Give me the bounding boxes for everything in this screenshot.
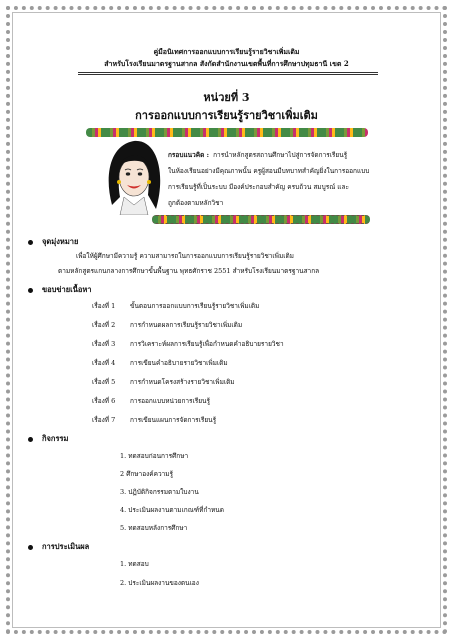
scope-title: ขอบข่ายเนื้อหา <box>42 285 92 294</box>
handbook-subtitle: สำหรับโรงเรียนมาตรฐานสากล สังกัดสำนักงานเขตพื้นที่การศึกษาปทุมธานี เขต 2 <box>104 59 349 68</box>
concept-label: กรอบแนวคิด : <box>168 151 209 159</box>
activity-item: 1. ทดสอบก่อนการศึกษา <box>120 452 189 460</box>
bullet-dot-icon <box>28 288 33 293</box>
concept-line-2: ในห้องเรียนอย่างมีคุณภาพนั้น ครูผู้สอนมีบทบาทสำคัญยิ่งในการออกแบบ <box>168 167 370 175</box>
concept-line-3: การเรียนรู้ที่เป็นระบบ มีองค์ประกอบสำคัญ ครบถ้วน สมบูรณ์ และ <box>168 183 349 191</box>
handbook-title: คู่มือนิเทศการออกแบบการเรียนรู้รายวิชาเพิ่มเติม <box>153 47 300 56</box>
scope-heading <box>28 284 91 296</box>
teacher-portrait-icon <box>104 135 164 215</box>
unit-title: การออกแบบการเรียนรู้รายวิชาเพิ่มเติม <box>135 109 318 122</box>
bullet-dot-icon <box>28 240 33 245</box>
objective-line-1: เพื่อให้ผู้ศึกษามีความรู้ ความสามารถในการออกแบบการเรียนรู้รายวิชาเพิ่มเติม <box>76 252 294 260</box>
evaluation-item: 1. ทดสอบ <box>120 560 149 568</box>
scope-item: เรื่องที่ 5 การกำหนดโครงสร้างรายวิชาเพิ่มเติม <box>92 378 235 386</box>
evaluation-title: การประเมินผล <box>42 542 90 551</box>
vine-divider-bottom <box>152 215 370 224</box>
concept-text-1: การนำหลักสูตรสถานศึกษาไปสู่การจัดการเรียนรู้ <box>213 151 348 159</box>
scope-item: เรื่องที่ 6 การออกแบบหน่วยการเรียนรู้ <box>92 397 210 405</box>
objective-heading <box>28 236 78 248</box>
scope-item: เรื่องที่ 3 การวิเคราะห์ผลการเรียนรู้เพื่อกำหนดคำอธิบายรายวิชา <box>92 340 284 348</box>
scope-item: เรื่องที่ 4 การเขียนคำอธิบายรายวิชาเพิ่มเติม <box>92 359 228 367</box>
activities-title: กิจกรรม <box>42 434 69 443</box>
header-rule-bottom <box>78 74 378 75</box>
bullet-dot-icon <box>28 545 33 550</box>
activity-item: 4. ประเมินผลงานตามเกณฑ์ที่กำหนด <box>120 506 224 514</box>
objective-line-2: ตามหลักสูตรแกนกลางการศึกษาขั้นพื้นฐาน พุทธศักราช 2551 สำหรับโรงเรียนมาตรฐานสากล <box>58 267 320 275</box>
activities-heading <box>28 433 68 445</box>
activity-item: 2 ศึกษาองค์ความรู้ <box>120 470 174 478</box>
header-rule-top <box>78 72 378 73</box>
scope-item: เรื่องที่ 2 การกำหนดผลการเรียนรู้รายวิชาเพิ่มเติม <box>92 321 243 329</box>
objective-title: จุดมุ่งหมาย <box>42 237 79 246</box>
concept-line-1 <box>168 150 347 160</box>
evaluation-heading <box>28 541 89 553</box>
bullet-dot-icon <box>28 437 33 442</box>
concept-line-4: ถูกต้องตามหลักวิชา <box>168 199 224 207</box>
evaluation-item: 2. ประเมินผลงานของตนเอง <box>120 579 199 587</box>
activity-item: 5. ทดสอบหลังการศึกษา <box>120 524 188 532</box>
unit-number: หน่วยที่ 3 <box>203 91 250 104</box>
scope-item: เรื่องที่ 1 ขั้นตอนการออกแบบการเรียนรู้รายวิชาเพิ่มเติม <box>92 302 260 310</box>
activity-item: 3. ปฏิบัติกิจกรรมตามใบงาน <box>120 488 199 496</box>
scope-item: เรื่องที่ 7 การเขียนแผนการจัดการเรียนรู้ <box>92 416 217 424</box>
